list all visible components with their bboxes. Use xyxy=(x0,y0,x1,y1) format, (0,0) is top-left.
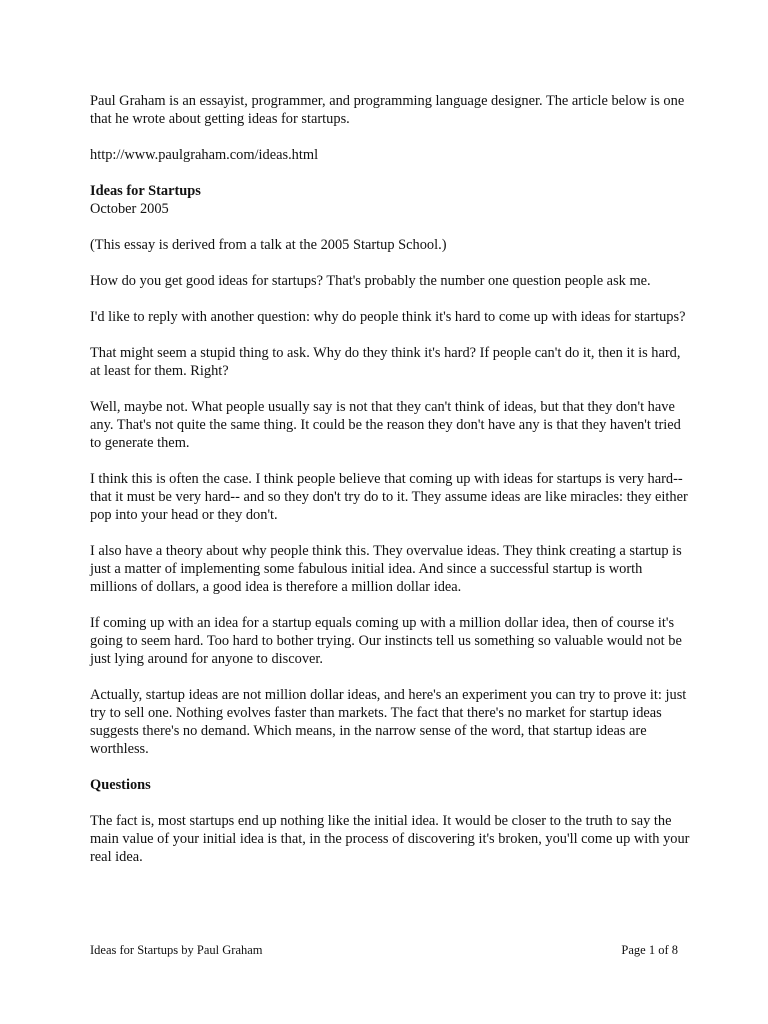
paragraph: Actually, startup ideas are not million dollar ideas, and here's an experiment you can try to prove it: just try to sell one. Nothing evolves faster than markets. The fact that there's no market for startup ideas suggests there's no demand. Which means, in the narrow sense of the word, that startup ideas are worthless. xyxy=(90,687,687,757)
paragraph: If coming up with an idea for a startup equals coming up with a million dollar idea, then of course it's going to seem hard. Too hard to bother trying. Our instincts tell us something so valuable would not be just lying around for anyone to discover. xyxy=(90,615,682,667)
paragraph: I also have a theory about why people think this. They overvalue ideas. They think creating a startup is just a matter of implementing some fabulous initial idea. And since a successful startup is worth millions of dollars, a good idea is therefore a million dollar idea. xyxy=(90,543,682,595)
paragraph: Well, maybe not. What people usually say is not that they can't think of ideas, but that they don't have any. That's not quite the same thing. It could be the reason they don't have any is that they haven't tried to generate them. xyxy=(90,399,681,451)
talk-note: (This essay is derived from a talk at the 2005 Startup School.) xyxy=(90,237,447,253)
title-block xyxy=(90,182,690,218)
paragraph: I'd like to reply with another question: why do people think it's hard to come up with ideas for startups? xyxy=(90,309,686,325)
intro-paragraph: Paul Graham is an essayist, programmer, and programming language designer. The article below is one that he wrote about getting ideas for startups. xyxy=(90,93,685,127)
page-footer xyxy=(90,942,678,958)
document-body xyxy=(90,92,690,884)
article-title: Ideas for Startups xyxy=(90,183,201,199)
article-date: October 2005 xyxy=(90,201,169,217)
paragraph: How do you get good ideas for startups? That's probably the number one question people ask me. xyxy=(90,273,651,289)
section-paragraph: The fact is, most startups end up nothing like the initial idea. It would be closer to the truth to say the main value of your initial idea is that, in the process of discovering it's broken, you'll come up with your real idea. xyxy=(90,813,690,865)
source-url[interactable]: http://www.paulgraham.com/ideas.html xyxy=(90,147,319,163)
paragraph: I think this is often the case. I think people believe that coming up with ideas for startups is very hard-- that it must be very hard-- and so they don't try do to it. They assume ideas are like miracles: they either pop into your head or they don't. xyxy=(90,471,688,523)
paragraph: That might seem a stupid thing to ask. Why do they think it's hard? If people can't do it, then it is hard, at least for them. Right? xyxy=(90,345,681,379)
page-number: Page 1 of 8 xyxy=(621,943,678,957)
footer-title: Ideas for Startups by Paul Graham xyxy=(90,943,263,957)
section-heading: Questions xyxy=(90,777,151,793)
